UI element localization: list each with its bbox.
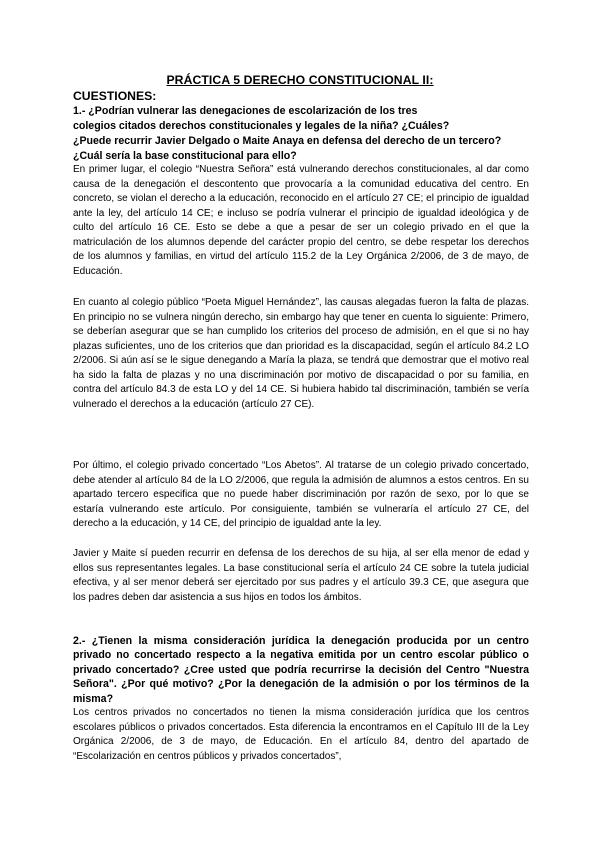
answer-1-paragraph-3: Por último, el colegio privado concertado “Los Abetos”. Al tratarse de un colegio privado concertado, debe atender al artículo 84 de la LO 2/2006, que regula la admisión de alumnos a estos centros. En su apartado tercero especifica que no puede haber discriminación por razón de sexo, por lo que se estaría vulnerando este artículo. Por consiguiente, también se vulneraría el artículo 27 CE, del derecho a la educación, y 14 CE, del principio de igualdad ante la ley. — [73, 460, 529, 529]
question-1-line-1: 1.- ¿Podrían vulnerar las denegaciones de escolarización de los tres — [73, 105, 418, 117]
question-2: 2.- ¿Tienen la misma consideración jurídica la denegación producida por un centro privado no concertado respecto a la negativa emitida por un centro escolar público o privado concertado? ¿Cree usted que podría recurrirse la decisión del Centro "Nuestra Señora". ¿Por qué motivo? ¿Por la denegación de la admisión o por los términos de la misma? — [73, 635, 529, 705]
document-title: PRÁCTICA 5 DERECHO CONSTITUCIONAL II: — [166, 73, 434, 87]
answer-1-paragraph-4: Javier y Maite sí pueden recurrir en defensa de los derechos de su hija, al ser ella menor de edad y ellos sus representantes legales. La base constitucional sería el artículo 24 CE sobre la tutela judicial efectiva, y al ser menor deberá ser ejercitado por sus padres y el artículo 39.3 CE, que asegura que los padres deben dar asistencia a sus hijos en todos los ámbitos. — [73, 548, 529, 603]
answer-1-paragraph-2: En cuanto al colegio público “Poeta Miguel Hernández”, las causas alegadas fueron la falta de plazas. En principio no se vulnera ningún derecho, sin embargo hay que tener en cuenta lo siguiente: Primero, se deberían asegurar que se han cumplido los criterios del proceso de admisión, en el que si no hay plazas suficientes, uno de los criterios que dan prioridad es la discapacidad, según el artículo 84.2 LO 2/2006. Si aún así se le sigue denegando a María la plaza, se tendrá que demostrar que el motivo real ha sido la falta de plazas y no una discriminación por motivo de discapacidad o por su familia, en contra del artículo 84.3 de esta LO y del 14 CE. Si hubiera habido tal discriminación, también se vería vulnerado el derechos a la educación (artículo 27 CE). — [73, 297, 529, 410]
section-heading: CUESTIONES: — [73, 89, 157, 103]
answer-2-paragraph: Los centros privados no concertados no tienen la misma consideración jurídica que los centros escolares públicos o privados concertados. Esta diferencia la encontramos en el Capítulo III de la Ley Orgánica 2/2006, de 3 de mayo, de Educación. En el artículo 84, dentro del apartado de “Escolarización en centros públicos y privados concertados”, — [73, 707, 529, 762]
answer-1-paragraph-1: En primer lugar, el colegio “Nuestra Señora” está vulnerando derechos constitucionales, al dar como causa de la denegación el descontento que provocaría a la comunidad educativa del centro. En concreto, se violan el derecho a la educación, reconocido en el artículo 27 CE; el principio de igualdad ante la ley, del artículo 14 CE; e incluso se podría vulnerar el principio de igualdad ideológica y de culto del artículo 16 CE. Esto se debe a que a pesar de ser un colegio privado en el que la matriculación de los alumnos depende del carácter propio del centro, se debe respetar los derechos de los alumnos y familias, en virtud del artículo 115.2 de la Ley Orgánica 2/2006, de 3 de mayo, de Educación. — [73, 164, 529, 277]
question-1-line-4: ¿Cuál sería la base constitucional para ello? — [73, 150, 297, 162]
question-1-line-3: ¿Puede recurrir Javier Delgado o Maite Anaya en defensa del derecho de un tercero? — [73, 135, 502, 147]
question-1-line-2: colegios citados derechos constitucionales y legales de la niña? ¿Cuáles? — [73, 120, 450, 132]
